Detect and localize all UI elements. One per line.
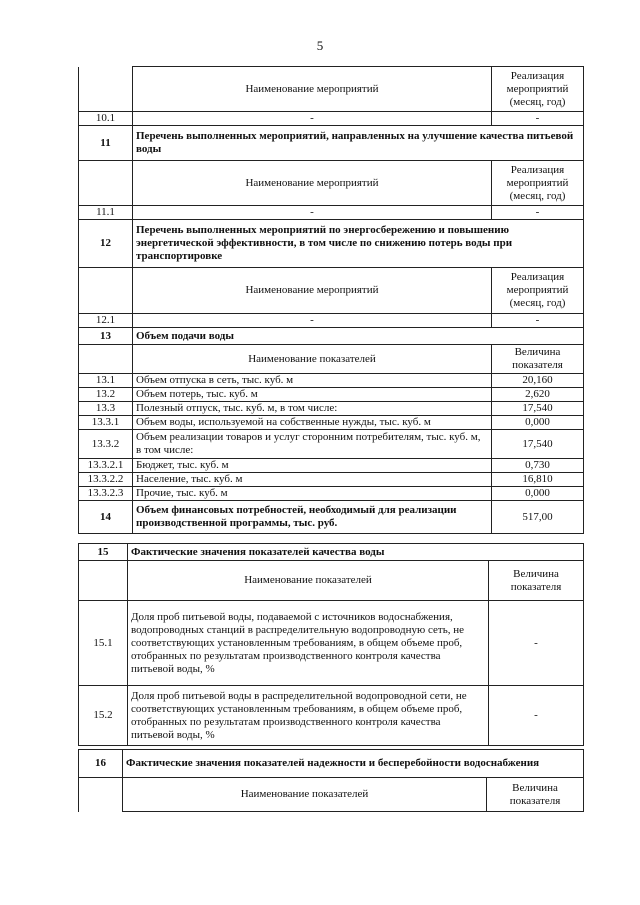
row-number: 10.1 (79, 112, 133, 126)
row-number: 15.1 (79, 601, 128, 686)
section-number: 13 (79, 328, 133, 345)
column-header-event-impl: Реализация мероприятий (месяц, год) (492, 161, 584, 206)
section-number: 14 (79, 501, 133, 534)
indicator-value: - (489, 601, 584, 686)
blank-cell (79, 161, 133, 206)
blank-cell (79, 268, 133, 314)
section-title: Фактические значения показателей надежности и бесперебойности водоснабжения (123, 750, 584, 778)
indicator-name: Объем воды, используемой на собственные нужды, тыс. куб. м (133, 416, 492, 430)
blank-cell (79, 67, 133, 112)
column-header-indicator-name: Наименование показателей (128, 561, 489, 601)
row-number: 13.2 (79, 388, 133, 402)
table-row (79, 388, 584, 402)
event-name: - (133, 206, 492, 220)
indicator-name: Бюджет, тыс. куб. м (133, 459, 492, 473)
row-number: 11.1 (79, 206, 133, 220)
table-row (79, 487, 584, 501)
section-number: 15 (79, 544, 128, 561)
table-row (79, 374, 584, 388)
table-row (79, 501, 584, 534)
table-section-12 (78, 219, 584, 268)
column-header-event-impl: Реализация мероприятий (месяц, год) (492, 268, 584, 314)
table-row (79, 601, 584, 686)
column-header-indicator-value: Величина показателя (492, 345, 584, 374)
page-number: 5 (316, 38, 324, 53)
indicator-value: 17,540 (492, 402, 584, 416)
column-header-event-name: Наименование мероприятий (133, 67, 492, 112)
column-header-indicator-value: Величина показателя (489, 561, 584, 601)
table-section-11-rows (78, 160, 584, 220)
event-impl: - (492, 206, 584, 220)
indicator-name: Доля проб питьевой воды, подаваемой с источников водоснабжения, водопроводных станций в распределительную водопроводную сеть, не соответствующих установленным требованиям, в общем объеме проб, отобранных по результатам производственного контроля качества питьевой воды, % (128, 601, 489, 686)
table-row (79, 686, 584, 746)
section-title: Перечень выполненных мероприятий по энергосбережению и повышению энергетической эффективности, в том числе по снижению потерь воды при транспортировке (133, 220, 584, 268)
column-header-event-name: Наименование мероприятий (133, 161, 492, 206)
section-number: 12 (79, 220, 133, 268)
table-section-13 (78, 327, 584, 534)
indicator-name: Объем потерь, тыс. куб. м (133, 388, 492, 402)
column-header-event-impl: Реализация мероприятий (месяц, год) (492, 67, 584, 112)
table-section-11 (78, 125, 584, 161)
table-row (79, 459, 584, 473)
row-number: 13.3.2.1 (79, 459, 133, 473)
indicator-name: Объем реализации товаров и услуг сторонним потребителям, тыс. куб. м, в том числе: (133, 430, 492, 459)
blank-cell (79, 561, 128, 601)
indicator-value: 517,00 (492, 501, 584, 534)
event-impl: - (492, 112, 584, 126)
table-row (79, 473, 584, 487)
indicator-value: 0,000 (492, 487, 584, 501)
indicator-name: Прочие, тыс. куб. м (133, 487, 492, 501)
column-header-event-name: Наименование мероприятий (133, 268, 492, 314)
row-number: 13.3.1 (79, 416, 133, 430)
row-number: 13.3 (79, 402, 133, 416)
row-number: 13.3.2.2 (79, 473, 133, 487)
indicator-value: 0,730 (492, 459, 584, 473)
table-section-12-rows (78, 267, 584, 328)
table-row (79, 430, 584, 459)
section-title: Фактические значения показателей качества воды (128, 544, 584, 561)
indicator-value: - (489, 686, 584, 746)
column-header-indicator-name: Наименование показателей (133, 345, 492, 374)
section-title: Перечень выполненных мероприятий, направленных на улучшение качества питьевой воды (133, 126, 584, 161)
event-name: - (133, 314, 492, 328)
section-number: 11 (79, 126, 133, 161)
event-name: - (133, 112, 492, 126)
row-number: 13.3.2 (79, 430, 133, 459)
indicator-name: Население, тыс. куб. м (133, 473, 492, 487)
table-section-10 (78, 66, 584, 126)
event-impl: - (492, 314, 584, 328)
column-header-indicator-name: Наименование показателей (123, 778, 487, 812)
table-row (79, 402, 584, 416)
indicator-value: 20,160 (492, 374, 584, 388)
indicator-value: 2,620 (492, 388, 584, 402)
row-number: 12.1 (79, 314, 133, 328)
row-number: 15.2 (79, 686, 128, 746)
indicator-value: 0,000 (492, 416, 584, 430)
section-title: Объем подачи воды (133, 328, 584, 345)
indicator-value: 16,810 (492, 473, 584, 487)
section-title: Объем финансовых потребностей, необходимый для реализации производственной программы, тыс. руб. (133, 501, 492, 534)
table-section-16 (78, 749, 584, 812)
indicator-name: Доля проб питьевой воды в распределительной водопроводной сети, не соответствующих установленным требованиям, в общем объеме проб, отобранных по результатам производственного контроля качества питьевой воды, % (128, 686, 489, 746)
indicator-name: Полезный отпуск, тыс. куб. м, в том числе: (133, 402, 492, 416)
indicator-name: Объем отпуска в сеть, тыс. куб. м (133, 374, 492, 388)
indicator-value: 17,540 (492, 430, 584, 459)
blank-cell (79, 345, 133, 374)
section-number: 16 (79, 750, 123, 778)
column-header-indicator-value: Величина показателя (487, 778, 584, 812)
table-row (79, 416, 584, 430)
row-number: 13.3.2.3 (79, 487, 133, 501)
row-number: 13.1 (79, 374, 133, 388)
blank-cell (79, 778, 123, 812)
table-section-15 (78, 543, 584, 746)
